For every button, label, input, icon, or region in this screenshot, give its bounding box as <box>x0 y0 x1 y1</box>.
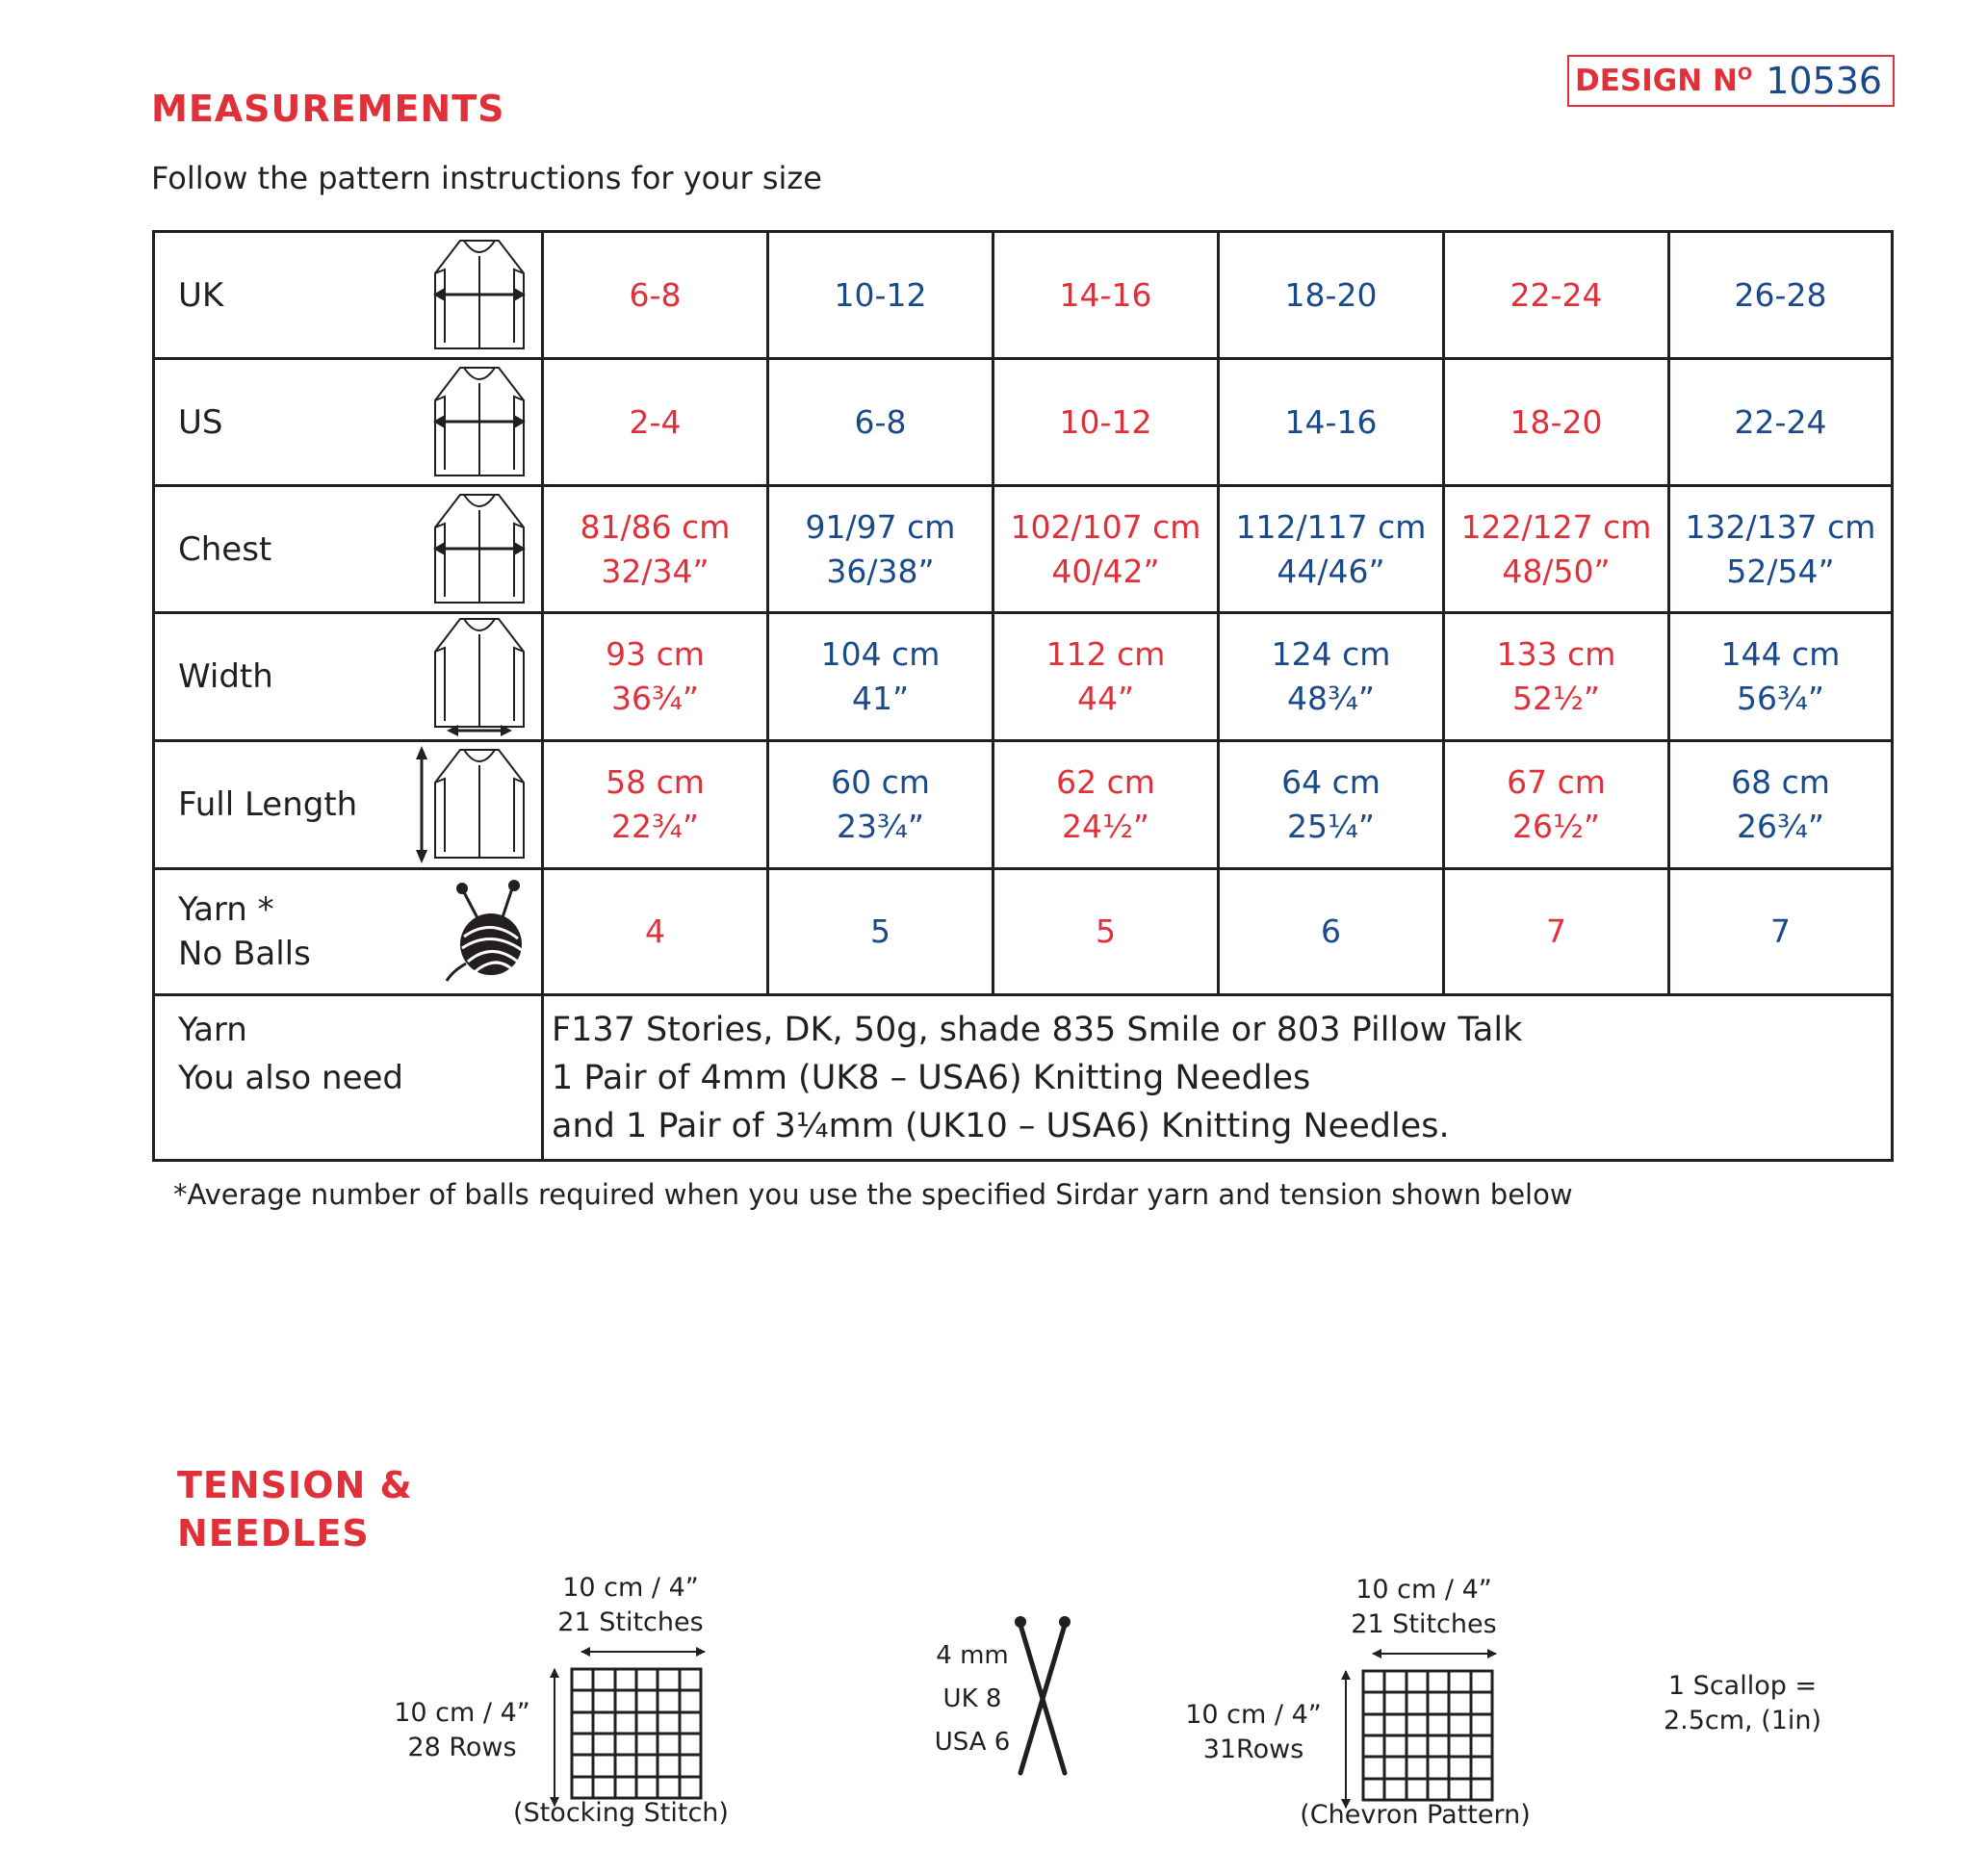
size-value: 10-12 <box>1059 402 1152 441</box>
row-label: Yarn * <box>178 890 274 929</box>
row-header <box>154 741 543 869</box>
size-cell <box>994 741 1219 869</box>
size-value: 58 cm <box>606 763 705 801</box>
size-value: 22-24 <box>1734 402 1827 441</box>
size-value: 93 cm <box>606 635 705 673</box>
size-cell <box>1669 486 1893 613</box>
size-value: 52/54” <box>1726 552 1835 590</box>
size-cell <box>1219 869 1444 995</box>
chevron-width-measure: 10 cm / 4” <box>1355 1575 1492 1605</box>
size-value: 102/107 cm <box>1010 507 1201 546</box>
size-value: 18-20 <box>1510 402 1603 441</box>
row-header <box>154 359 543 486</box>
cardigan-chest-icon <box>427 362 529 483</box>
chevron-swatch-grid-icon <box>1330 1638 1504 1812</box>
stocking-swatch-grid-icon <box>539 1636 712 1810</box>
measurements-heading: MEASUREMENTS <box>151 88 505 130</box>
cardigan-chest-icon <box>427 235 529 356</box>
size-value: 122/127 cm <box>1460 507 1652 546</box>
chevron-stitch-count: 21 Stitches <box>1351 1609 1497 1639</box>
yarn-row <box>154 995 1893 1161</box>
stocking-caption: (Stocking Stitch) <box>513 1798 729 1828</box>
row-header <box>154 869 543 995</box>
size-cell <box>1669 359 1893 486</box>
row-header <box>154 486 543 613</box>
stocking-height-measure: 10 cm / 4” <box>394 1698 530 1728</box>
intro-text: Follow the pattern instructions for your size <box>151 160 822 196</box>
size-value: 5 <box>1096 912 1116 950</box>
stocking-width-measure: 10 cm / 4” <box>562 1573 699 1603</box>
measurement-row <box>154 741 1893 869</box>
row-label: Chest <box>178 529 272 569</box>
yarn-row-header <box>154 995 543 1161</box>
size-value: 2-4 <box>629 402 682 441</box>
size-cell <box>543 486 768 613</box>
row-label: US <box>178 402 223 442</box>
size-cell <box>1219 486 1444 613</box>
size-value: 68 cm <box>1731 763 1830 801</box>
design-number: 10536 <box>1766 60 1883 102</box>
size-value: 52½” <box>1511 680 1601 717</box>
size-cell <box>768 486 994 613</box>
measurement-row <box>154 869 1893 995</box>
size-value: 104 cm <box>820 635 941 673</box>
needle-size-mm: 4 mm <box>936 1641 1009 1670</box>
size-value: 64 cm <box>1281 763 1381 801</box>
size-value: 26-28 <box>1734 275 1827 314</box>
cardigan-length-icon <box>414 744 529 865</box>
size-value: 48/50” <box>1502 552 1611 590</box>
design-label: DESIGN $N^O$ <box>1575 64 1753 98</box>
size-value: 6-8 <box>629 275 682 314</box>
size-value: 81/86 cm <box>580 507 731 546</box>
needle-size-labels <box>924 1634 1020 1764</box>
row-label-secondary: No Balls <box>178 935 311 973</box>
size-value: 22¾” <box>610 808 700 845</box>
footnote: *Average number of balls required when you use the specified Sirdar yarn and tension shown below <box>173 1178 1573 1211</box>
size-cell <box>543 869 768 995</box>
row-label: UK <box>178 275 224 315</box>
stocking-stitch-count: 21 Stitches <box>557 1607 704 1637</box>
size-value: 22-24 <box>1510 275 1603 314</box>
size-value: 132/137 cm <box>1685 507 1876 546</box>
size-cell <box>768 741 994 869</box>
tension-heading-line1: TENSION & <box>177 1464 413 1506</box>
size-value: 7 <box>1770 912 1791 950</box>
size-cell <box>994 232 1219 359</box>
size-cell <box>1219 359 1444 486</box>
size-value: 112/117 cm <box>1235 507 1427 546</box>
size-cell <box>543 613 768 741</box>
size-cell <box>1669 869 1893 995</box>
needle-size-usa: USA 6 <box>934 1728 1011 1757</box>
size-cell <box>1444 613 1669 741</box>
row-header <box>154 232 543 359</box>
size-value: 67 cm <box>1507 763 1606 801</box>
size-cell <box>1444 359 1669 486</box>
tension-heading-line2: NEEDLES <box>177 1512 370 1555</box>
size-value: 112 cm <box>1045 635 1166 673</box>
yarn-detail-line: 1 Pair of 4mm (UK8 – USA6) Knitting Needles <box>552 1058 1311 1097</box>
yarn-ball-icon <box>443 879 529 985</box>
size-value: 44/46” <box>1277 552 1385 590</box>
needle-size-uk: UK 8 <box>942 1684 1002 1713</box>
size-value: 62 cm <box>1056 763 1155 801</box>
scallop-note-line2: 2.5cm, (1in) <box>1663 1706 1822 1735</box>
yarn-detail-line: and 1 Pair of 3¼mm (UK10 – USA6) Knitting Needles. <box>552 1106 1450 1145</box>
row-label: Full Length <box>178 785 358 824</box>
size-value: 5 <box>870 912 890 950</box>
size-cell <box>1444 869 1669 995</box>
row-header <box>154 613 543 741</box>
size-cell <box>1219 232 1444 359</box>
size-value: 60 cm <box>831 763 930 801</box>
size-cell <box>768 359 994 486</box>
size-value: 25¼” <box>1286 808 1376 845</box>
size-value: 14-16 <box>1059 275 1152 314</box>
size-cell <box>1444 741 1669 869</box>
size-cell <box>768 232 994 359</box>
measurement-row <box>154 613 1893 741</box>
measurement-row <box>154 486 1893 613</box>
size-value: 26½” <box>1511 808 1601 845</box>
stocking-width-label <box>520 1571 741 1640</box>
size-value: 48¾” <box>1286 680 1376 717</box>
size-value: 133 cm <box>1496 635 1616 673</box>
chevron-height-label <box>1167 1698 1340 1767</box>
chevron-caption: (Chevron Pattern) <box>1300 1800 1531 1830</box>
size-value: 14-16 <box>1284 402 1378 441</box>
size-cell <box>543 359 768 486</box>
size-value: 40/42” <box>1051 552 1160 590</box>
size-cell <box>1669 741 1893 869</box>
cardigan-chest-icon <box>427 489 529 610</box>
scallop-note-line1: 1 Scallop = <box>1667 1671 1818 1701</box>
size-value: 36¾” <box>610 680 700 717</box>
stocking-height-label <box>375 1696 549 1765</box>
size-cell <box>994 613 1219 741</box>
tension-heading <box>177 1461 413 1557</box>
size-cell <box>768 613 994 741</box>
size-value: 7 <box>1546 912 1566 950</box>
size-cell <box>994 869 1219 995</box>
chevron-width-label <box>1313 1573 1535 1642</box>
size-cell <box>1219 613 1444 741</box>
size-value: 26¾” <box>1736 808 1825 845</box>
size-cell <box>768 869 994 995</box>
size-value: 4 <box>645 912 665 950</box>
size-cell <box>1669 613 1893 741</box>
size-value: 144 cm <box>1720 635 1841 673</box>
size-value: 44” <box>1076 680 1135 717</box>
scallop-note <box>1637 1669 1848 1738</box>
yarn-row-label: Yarn <box>178 1011 247 1049</box>
size-cell <box>543 741 768 869</box>
size-cell <box>543 232 768 359</box>
stocking-row-count: 28 Rows <box>407 1733 517 1762</box>
size-cell <box>1669 232 1893 359</box>
size-value: 18-20 <box>1284 275 1378 314</box>
size-cell <box>1444 486 1669 613</box>
size-value: 24½” <box>1061 808 1150 845</box>
size-cell <box>1444 232 1669 359</box>
yarn-row-label: You also need <box>178 1059 403 1097</box>
size-value: 10-12 <box>834 275 927 314</box>
size-cell <box>994 359 1219 486</box>
size-cell <box>1219 741 1444 869</box>
size-value: 41” <box>851 680 910 717</box>
measurements-table <box>152 230 1894 1162</box>
size-value: 6-8 <box>854 402 907 441</box>
cardigan-width-icon <box>427 613 529 740</box>
row-label: Width <box>178 657 273 696</box>
size-value: 36/38” <box>826 552 935 590</box>
size-value: 32/34” <box>601 552 710 590</box>
size-value: 6 <box>1321 912 1341 950</box>
size-value: 23¾” <box>836 808 925 845</box>
knitting-needles-icon <box>1011 1613 1078 1781</box>
measurement-row <box>154 232 1893 359</box>
design-number-box <box>1567 55 1895 107</box>
size-cell <box>994 486 1219 613</box>
size-value: 91/97 cm <box>805 507 956 546</box>
size-value: 56¾” <box>1736 680 1825 717</box>
size-value: 124 cm <box>1271 635 1391 673</box>
chevron-row-count: 31Rows <box>1202 1735 1304 1764</box>
yarn-details <box>543 995 1893 1161</box>
measurement-row <box>154 359 1893 486</box>
yarn-detail-line: F137 Stories, DK, 50g, shade 835 Smile or 803 Pillow Talk <box>552 1010 1523 1049</box>
chevron-height-measure: 10 cm / 4” <box>1185 1700 1322 1730</box>
